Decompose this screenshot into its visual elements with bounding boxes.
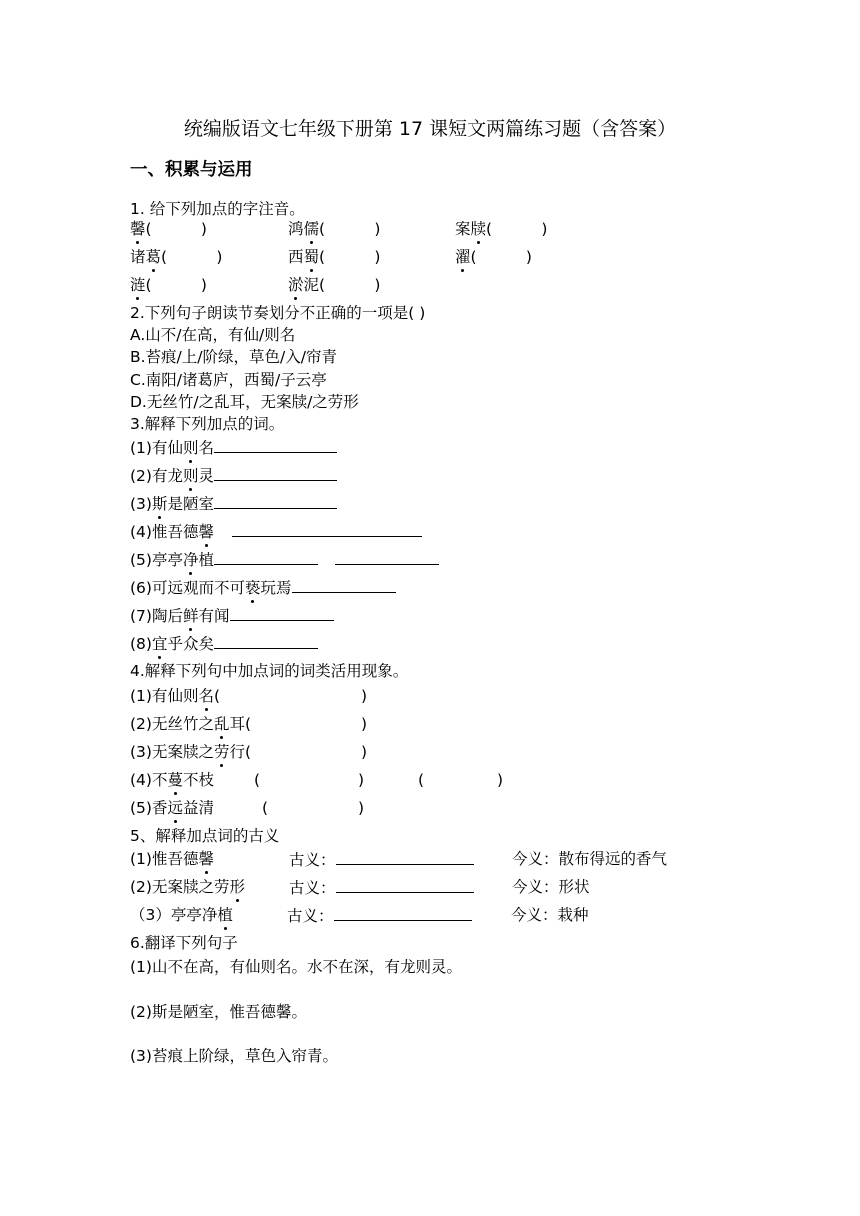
q5-item: (1)惟吾德馨 [130, 850, 214, 868]
q4-item: (5)香远益清 [130, 799, 214, 817]
dotted-char: 形 [229, 878, 245, 896]
q2-option: D.无丝竹/之乱耳，无案牍/之劳形 [130, 393, 359, 411]
answer-blank [335, 549, 439, 565]
q3-item: (5)亭亭净植 [130, 549, 439, 570]
dotted-char: 淤 [288, 276, 304, 294]
q4-close-paren: ) [361, 743, 368, 761]
q5-modern: 今义：散布得远的香气 [512, 850, 668, 868]
q4-item: (1)有仙则名( [130, 687, 221, 705]
dotted-char: 斯 [151, 495, 168, 513]
q1-item: 濯( ) [455, 248, 532, 266]
q6-item: (2)斯是陋室，惟吾德馨。 [130, 1003, 307, 1021]
dotted-char: 涟 [130, 276, 146, 294]
q4-close-paren: ) [361, 687, 368, 705]
q1-item: 西蜀( ) [288, 248, 381, 266]
dotted-char: 远 [167, 799, 183, 817]
answer-blank [292, 577, 396, 593]
dotted-char: 乱 [213, 715, 230, 733]
dotted-char: 鲜 [182, 607, 199, 625]
q3-item: (1)有仙则名 [130, 437, 337, 458]
q4-item: (4)不蔓不枝 [130, 771, 214, 789]
dotted-char: 濯 [455, 248, 471, 266]
dotted-char: 则 [182, 467, 199, 485]
answer-blank [214, 493, 337, 509]
answer-blank [214, 633, 318, 649]
q2-option: A.山不/在高，有仙/则名 [130, 326, 296, 344]
dotted-char: 则 [182, 439, 199, 457]
dotted-char: 名 [198, 687, 214, 705]
answer-blank [214, 437, 337, 453]
dotted-char: 馨 [130, 220, 146, 238]
dotted-char: 蜀 [303, 248, 320, 266]
dotted-char: 植 [217, 906, 233, 924]
answer-blank [334, 905, 472, 921]
dotted-char: 宜 [151, 635, 168, 653]
q6-stem: 6.翻译下列句子 [130, 934, 238, 952]
q1-item: 涟( ) [130, 276, 207, 294]
q5-modern: 今义：栽种 [511, 906, 589, 924]
q2-stem: 2.下列句子朗读节奏划分不正确的一项是( ) [130, 304, 426, 322]
q4-item: (3)无案牍之劳行( [130, 743, 252, 761]
q2-option: C.南阳/诸葛庐，西蜀/子云亭 [130, 371, 327, 389]
page-title: 统编版语文七年级下册第 17 课短文两篇练习题（含答案） [183, 118, 677, 140]
dotted-char: 亵 [244, 579, 261, 597]
q5-modern: 今义：形状 [512, 878, 590, 896]
dotted-char: 牍 [470, 220, 487, 238]
answer-blank [336, 877, 474, 893]
dotted-char: 蔓 [167, 771, 183, 789]
q3-item: (7)陶后鲜有闻 [130, 605, 334, 626]
q4-item: (2)无丝竹之乱耳( [130, 715, 252, 733]
q1-item: 鸿儒( ) [288, 220, 381, 238]
q1-item: 淤泥( ) [288, 276, 381, 294]
q4-paren: ( [254, 771, 261, 789]
dotted-char: 儒 [303, 220, 320, 238]
dotted-char: 馨 [198, 850, 214, 868]
answer-blank [214, 549, 318, 565]
section-heading: 一、积累与运用 [130, 160, 253, 180]
q4-close-paren: ) [361, 715, 368, 733]
dotted-char: 劳 [213, 743, 230, 761]
q4-paren: ) [358, 771, 365, 789]
q5-ancient: 古义： [289, 849, 474, 870]
answer-blank [232, 521, 422, 537]
q1-item: 诸葛( ) [130, 248, 223, 266]
answer-blank [214, 465, 337, 481]
q1-item: 案牍( ) [455, 220, 548, 238]
answer-blank [336, 849, 474, 865]
dotted-char: 净 [182, 551, 199, 569]
dotted-char: 馨 [198, 523, 214, 541]
q6-item: (3)苔痕上阶绿，草色入帘青。 [130, 1047, 338, 1065]
q3-item: (6)可远观而不可亵玩焉 [130, 577, 396, 598]
answer-blank [230, 605, 334, 621]
q4-paren: ( [262, 799, 269, 817]
q3-item: (8)宜乎众矣 [130, 633, 318, 654]
q5-ancient: 古义： [287, 905, 472, 926]
q5-item: (2)无案牍之劳形 [130, 878, 245, 896]
q4-paren: ) [358, 799, 365, 817]
q4-stem: 4.解释下列句中加点词的词类活用现象。 [130, 662, 409, 680]
q5-item: （3）亭亭净植 [130, 906, 233, 924]
q4-paren: ) [497, 771, 504, 789]
q3-item: (3)斯是陋室 [130, 493, 337, 514]
q3-item: (4)惟吾德馨 [130, 521, 422, 542]
q5-ancient: 古义： [289, 877, 474, 898]
dotted-char: 葛 [145, 248, 162, 266]
q4-paren: ( [418, 771, 425, 789]
q3-item: (2)有龙则灵 [130, 465, 337, 486]
q1-item: 馨( ) [130, 220, 207, 238]
q6-item: (1)山不在高，有仙则名。水不在深，有龙则灵。 [130, 958, 462, 976]
q3-stem: 3.解释下列加点的词。 [130, 415, 285, 433]
q5-stem: 5、解释加点词的古义 [130, 827, 280, 845]
q2-option: B.苔痕/上/阶绿，草色/入/帘青 [130, 348, 337, 366]
q1-stem: 1. 给下列加点的字注音。 [130, 200, 305, 218]
